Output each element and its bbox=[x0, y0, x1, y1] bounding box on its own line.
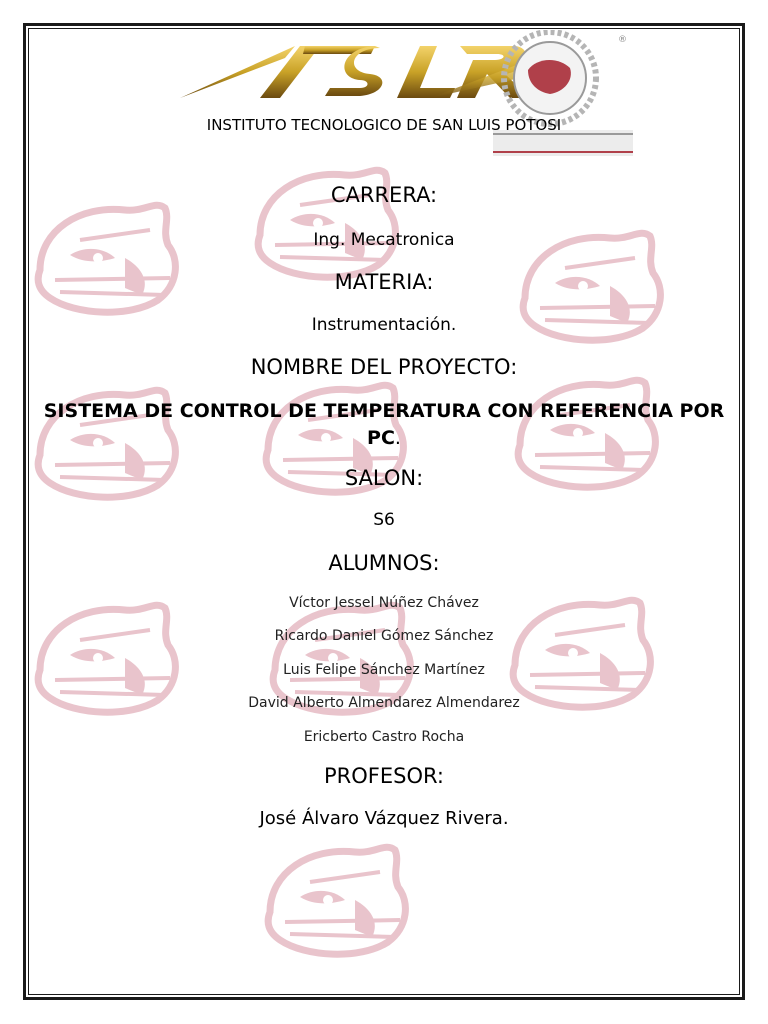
profesor-label: PROFESOR: bbox=[323, 764, 444, 788]
tiger-head-icon bbox=[268, 847, 405, 954]
profesor-value: José Álvaro Vázquez Rivera. bbox=[259, 808, 509, 829]
student-name: David Alberto Almendarez Almendarez bbox=[248, 695, 520, 711]
institution-name: INSTITUTO TECNOLOGICO DE SAN LUIS POTOSI bbox=[206, 116, 562, 134]
project-title bbox=[30, 398, 738, 452]
proyecto-label: NOMBRE DEL PROYECTO: bbox=[250, 355, 518, 379]
carrera-value: Ing. Mecatronica bbox=[313, 230, 455, 250]
tiger-head-icon bbox=[38, 205, 175, 312]
materia-value: Instrumentación. bbox=[311, 315, 457, 335]
project-title-text: SISTEMA DE CONTROL DE TEMPERATURA CON REFERENCIA POR PC bbox=[43, 400, 725, 449]
salon-value: S6 bbox=[373, 510, 395, 530]
itslp-logo bbox=[175, 38, 535, 108]
svg-text:®: ® bbox=[618, 35, 627, 45]
institute-seal-icon bbox=[488, 30, 633, 165]
student-name: Ericberto Castro Rocha bbox=[303, 729, 465, 745]
student-name: Ricardo Daniel Gómez Sánchez bbox=[274, 628, 494, 644]
student-name: Víctor Jessel Núñez Chávez bbox=[289, 595, 479, 611]
project-title-period: . bbox=[394, 427, 401, 449]
alumnos-label: ALUMNOS: bbox=[328, 551, 440, 575]
salon-label: SALON: bbox=[344, 466, 424, 490]
carrera-label: CARRERA: bbox=[330, 183, 438, 207]
tiger-head-icon bbox=[513, 600, 650, 707]
materia-label: MATERIA: bbox=[334, 270, 434, 294]
student-name: Luis Felipe Sánchez Martínez bbox=[283, 662, 485, 678]
